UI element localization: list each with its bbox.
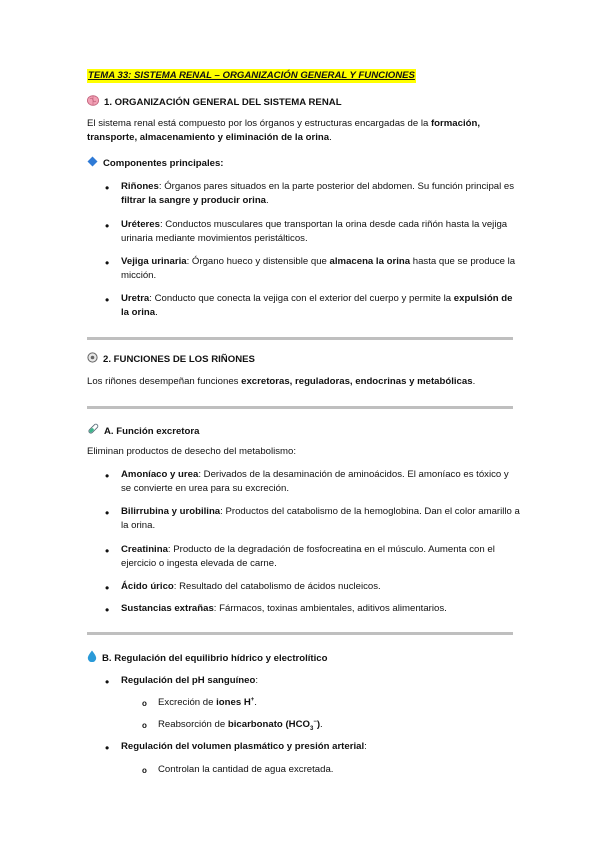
blue-diamond-icon — [87, 156, 98, 172]
document-title: TEMA 33: SISTEMA RENAL – ORGANIZACIÓN GENERAL Y FUNCIONES — [88, 70, 415, 81]
section-b-heading — [87, 650, 328, 667]
bullet: • — [105, 469, 110, 483]
bullet: • — [105, 506, 110, 520]
components-heading — [87, 156, 223, 172]
list-item: Riñones: Órganos pares situados en la parte posterior del abdomen. Su función principal es filtrar la sangre y producir orina. — [121, 181, 515, 207]
section-1-heading-text: 1. ORGANIZACIÓN GENERAL DEL SISTEMA RENAL — [104, 97, 342, 108]
section-a-heading — [87, 423, 199, 440]
volume-regulation-heading: Regulación del volumen plasmático y presión arterial: — [121, 741, 367, 752]
section-1-intro: El sistema renal está compuesto por los órganos y estructuras encargadas de la formación, transporte, almacenamiento y eliminación de la orina. — [87, 118, 481, 144]
ph-regulation-heading: Regulación del pH sanguíneo: — [121, 675, 258, 686]
sub-bullet: o — [142, 721, 147, 730]
sub-bullet: o — [142, 699, 147, 708]
section-a-intro: Eliminan productos de desecho del metabolismo: — [87, 446, 297, 457]
bullet: • — [105, 544, 110, 558]
section-divider — [87, 337, 513, 340]
droplet-icon — [87, 650, 97, 667]
sub-list-item: Excreción de iones H+. — [158, 696, 257, 708]
list-item: Creatinina: Producto de la degradación de fosfocreatina en el músculo. Aumenta con el ejercicio o ingesta elevada de carne. — [121, 544, 495, 570]
list-item: Bilirrubina y urobilina: Productos del catabolismo de la hemoglobina. Dan el color amarillo a la orina. — [121, 506, 520, 532]
list-item: Sustancias extrañas: Fármacos, toxinas ambientales, aditivos alimentarios. — [121, 603, 447, 614]
components-heading-text: Componentes principales: — [103, 158, 224, 169]
bullet: • — [105, 581, 110, 595]
list-item: Vejiga urinaria: Órgano hueco y distensible que almacena la orina hasta que se produce la micción. — [121, 256, 516, 282]
bullet: • — [105, 603, 110, 617]
list-item: Uréteres: Conductos musculares que transportan la orina desde cada riñón hasta la vejiga urinaria mediante movimientos peristálticos. — [121, 219, 508, 245]
bullet: • — [105, 256, 110, 270]
list-item: Uretra: Conducto que conecta la vejiga con el exterior del cuerpo y permite la expulsión de la orina. — [121, 293, 513, 319]
gear-icon — [87, 352, 98, 368]
bullet: • — [105, 293, 110, 307]
section-divider — [87, 632, 513, 635]
bullet: • — [105, 675, 110, 689]
brain-icon — [87, 95, 99, 111]
bullet: • — [105, 181, 110, 195]
sub-bullet: o — [142, 766, 147, 775]
sub-list-item: Reabsorción de bicarbonato $(HCO_3^-)$. — [158, 718, 323, 732]
bullet: • — [105, 741, 110, 755]
section-2-heading — [87, 352, 255, 368]
section-divider — [87, 406, 513, 409]
section-a-heading-text: A. Función excretora — [104, 425, 200, 437]
section-b-heading-text: B. Regulación del equilibrio hídrico y electrolítico — [102, 652, 328, 664]
sub-list-item: Controlan la cantidad de agua excretada. — [158, 764, 334, 775]
section-2-heading-text: 2. FUNCIONES DE LOS RIÑONES — [103, 354, 255, 365]
list-item: Amoníaco y urea: Derivados de la desaminación de aminoácidos. El amoníaco es tóxico y se convierte en urea para su excreción. — [121, 469, 509, 495]
section-1-heading — [87, 95, 342, 111]
list-item: Ácido úrico: Resultado del catabolismo de ácidos nucleicos. — [121, 581, 381, 592]
section-2-intro: Los riñones desempeñan funciones excretoras, reguladoras, endocrinas y metabólicas. — [87, 376, 476, 387]
test-tube-icon — [87, 423, 99, 440]
bullet: • — [105, 219, 110, 233]
